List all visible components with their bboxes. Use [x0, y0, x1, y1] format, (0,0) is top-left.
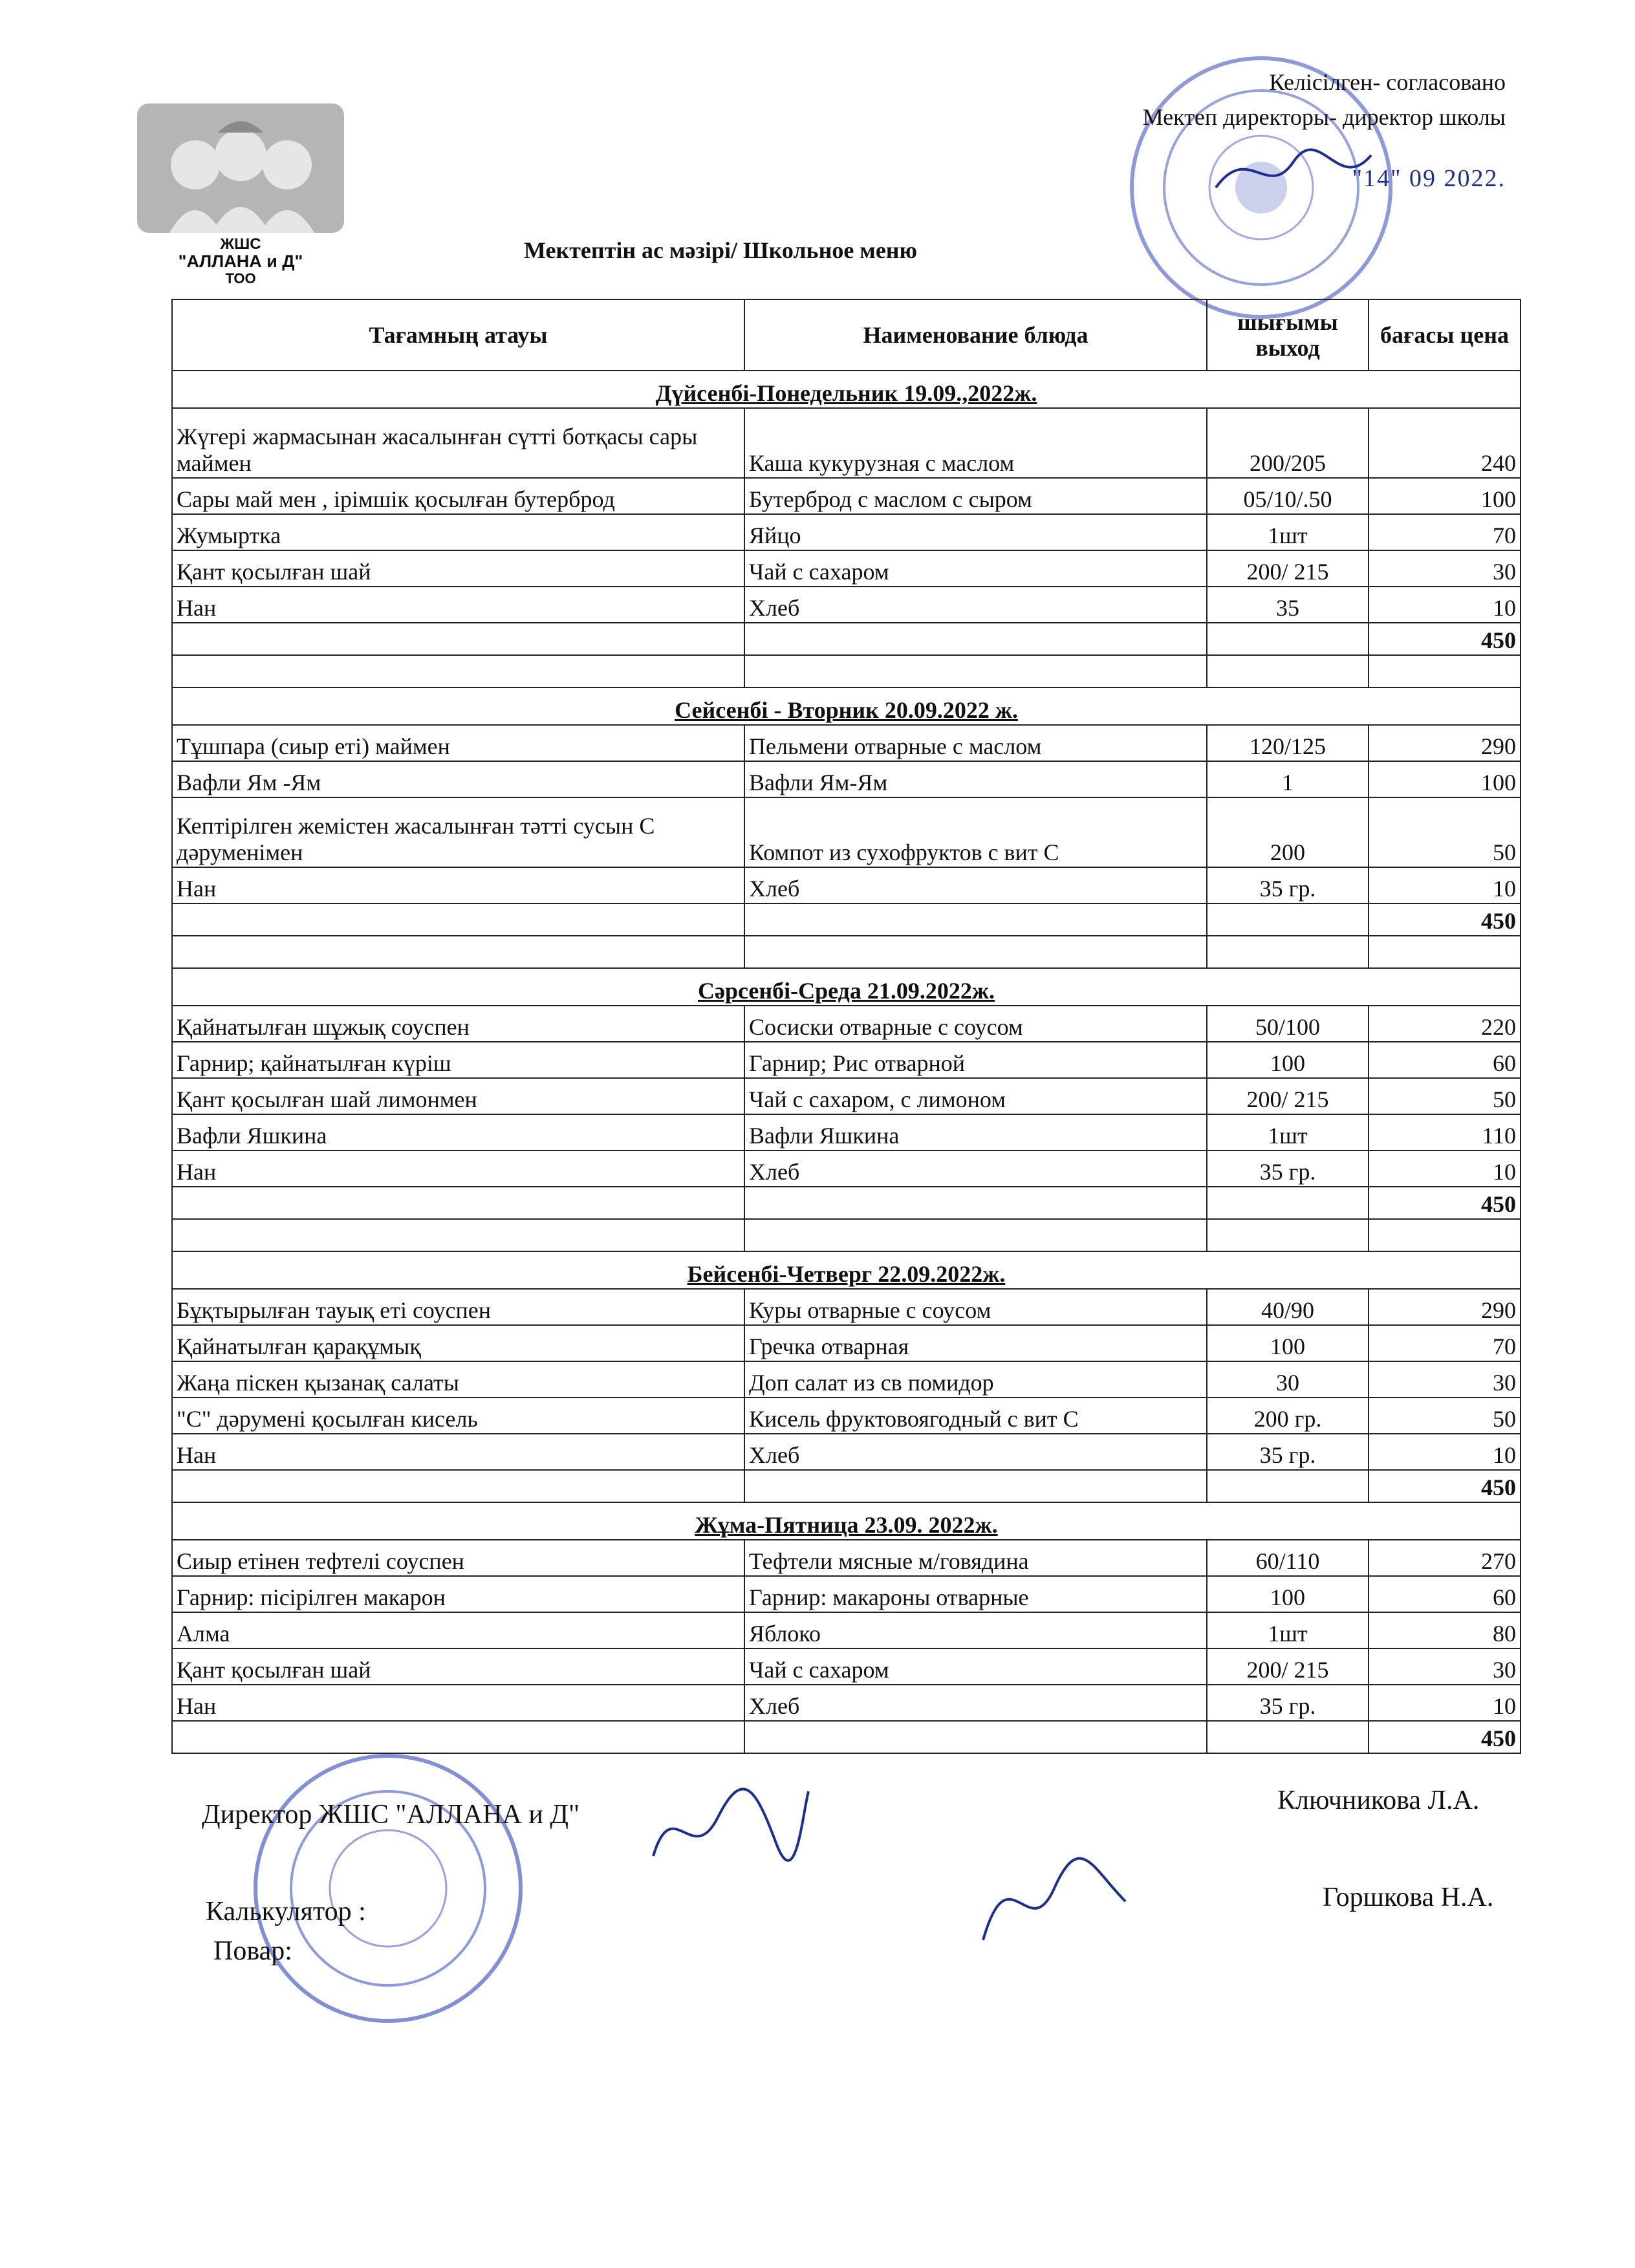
- total-empty-2: [744, 903, 1207, 936]
- dish-output: 05/10/.50: [1207, 478, 1369, 514]
- table-row: [172, 725, 1521, 761]
- dish-name-kz: Жаңа піскен қызанақ салаты: [172, 1361, 744, 1398]
- total-empty-1: [172, 903, 744, 936]
- dish-name-kz: Қайнатылған қарақұмық: [172, 1325, 744, 1361]
- blank-cell: [1207, 655, 1369, 687]
- header-kazakh-name: Тағамның атауы: [172, 299, 744, 371]
- table-row: [172, 478, 1521, 514]
- dish-name-ru: Чай с сахаром: [744, 1648, 1207, 1685]
- dish-name-kz: Жумыртка: [172, 514, 744, 550]
- dish-name-ru: Тефтели мясные м/говядина: [744, 1540, 1207, 1576]
- dish-output: 35 гр.: [1207, 1685, 1369, 1721]
- dish-name-ru: Куры отварные с соусом: [744, 1289, 1207, 1325]
- day-label: Жұма-Пятница 23.09. 2022ж.: [172, 1502, 1521, 1540]
- dish-name-kz: Сары май мен , ірімшік қосылған бутерброд: [172, 478, 744, 514]
- dish-name-kz: Нан: [172, 587, 744, 623]
- dish-output: 30: [1207, 1361, 1369, 1398]
- dish-output: 100: [1207, 1325, 1369, 1361]
- table-row: [172, 1006, 1521, 1042]
- dish-name-kz: Гарнир; қайнатылған күріш: [172, 1042, 744, 1078]
- dish-name-kz: Бұқтырылған тауық еті соуспен: [172, 1289, 744, 1325]
- dish-price: 10: [1369, 587, 1521, 623]
- table-row: [172, 587, 1521, 623]
- dish-name-kz: "С" дәрумені қосылған кисель: [172, 1398, 744, 1434]
- blank-cell: [1369, 1219, 1521, 1251]
- dish-name-ru: Яблоко: [744, 1612, 1207, 1648]
- blank-row: [172, 655, 1521, 687]
- dish-name-ru: Вафли Ям-Ям: [744, 761, 1207, 797]
- dish-name-kz: Нан: [172, 1434, 744, 1470]
- dish-price: 100: [1369, 478, 1521, 514]
- dish-output: 1шт: [1207, 1612, 1369, 1648]
- dish-name-ru: Яйцо: [744, 514, 1207, 550]
- day-header-row: [172, 1502, 1521, 1540]
- dish-name-ru: Компот из сухофруктов с вит С: [744, 797, 1207, 867]
- dish-name-kz: Нан: [172, 867, 744, 903]
- total-empty-2: [744, 1187, 1207, 1219]
- dish-name-ru: Сосиски отварные с соусом: [744, 1006, 1207, 1042]
- total-empty-1: [172, 623, 744, 655]
- day-header-row: [172, 687, 1521, 725]
- dish-output: 100: [1207, 1042, 1369, 1078]
- table-row: [172, 1576, 1521, 1612]
- header-price: бағасы цена: [1369, 299, 1521, 371]
- dish-price: 240: [1369, 408, 1521, 478]
- dish-price: 270: [1369, 1540, 1521, 1576]
- dish-name-kz: Сиыр етінен тефтелі соуспен: [172, 1540, 744, 1576]
- day-total: 450: [1369, 623, 1521, 655]
- total-empty-2: [744, 623, 1207, 655]
- table-row: [172, 797, 1521, 867]
- total-empty-3: [1207, 1721, 1369, 1753]
- dish-price: 10: [1369, 1434, 1521, 1470]
- table-row: [172, 514, 1521, 550]
- director-name: Ключникова Л.А.: [1277, 1786, 1480, 1815]
- director-label: Директор ЖШС "АЛЛАНА и Д": [202, 1800, 580, 1830]
- dish-name-kz: Қант қосылған шай: [172, 1648, 744, 1685]
- table-row: [172, 1648, 1521, 1685]
- dish-name-kz: Кептірілген жемістен жасалынған тәтті сусын С дәруменімен: [172, 797, 744, 867]
- dish-output: 200 гр.: [1207, 1398, 1369, 1434]
- logo-line-3: ТОО: [225, 270, 256, 286]
- day-label: Сәрсенбі-Среда 21.09.2022ж.: [172, 968, 1521, 1006]
- dish-name-kz: Гарнир: пісірілген макарон: [172, 1576, 744, 1612]
- calculator-label: Калькулятор :: [206, 1897, 366, 1927]
- dish-price: 60: [1369, 1042, 1521, 1078]
- dish-name-kz: Нан: [172, 1150, 744, 1187]
- dish-output: 200: [1207, 797, 1369, 867]
- table-row: [172, 1078, 1521, 1114]
- day-total: 450: [1369, 903, 1521, 936]
- dish-price: 100: [1369, 761, 1521, 797]
- dish-name-kz: Қант қосылған шай: [172, 550, 744, 587]
- day-header-row: [172, 1251, 1521, 1289]
- table-row: [172, 1042, 1521, 1078]
- dish-price: 220: [1369, 1006, 1521, 1042]
- dish-price: 290: [1369, 1289, 1521, 1325]
- dish-name-kz: Тұшпара (сиыр еті) маймен: [172, 725, 744, 761]
- logo-line-2: "АЛЛАНА и Д": [178, 252, 303, 272]
- day-label: Бейсенбі-Четверг 22.09.2022ж.: [172, 1251, 1521, 1289]
- table-row: [172, 761, 1521, 797]
- dish-name-kz: Вафли Яшкина: [172, 1114, 744, 1150]
- dish-price: 10: [1369, 1685, 1521, 1721]
- blank-cell: [1207, 936, 1369, 968]
- day-header-row: [172, 371, 1521, 408]
- dish-name-ru: Гречка отварная: [744, 1325, 1207, 1361]
- total-row: [172, 1187, 1521, 1219]
- signature-icon: [970, 1843, 1138, 1953]
- dish-name-kz: Вафли Ям -Ям: [172, 761, 744, 797]
- table-row: [172, 408, 1521, 478]
- total-row: [172, 623, 1521, 655]
- dish-output: 35 гр.: [1207, 1434, 1369, 1470]
- table-row: [172, 1114, 1521, 1150]
- total-row: [172, 903, 1521, 936]
- page-title: Мектептін ас мәзірі/ Школьное меню: [524, 237, 918, 263]
- total-empty-3: [1207, 903, 1369, 936]
- blank-cell: [172, 655, 744, 687]
- total-empty-1: [172, 1187, 744, 1219]
- header-russian-name: Наименование блюда: [744, 299, 1207, 371]
- dish-name-ru: Каша кукурузная с маслом: [744, 408, 1207, 478]
- dish-price: 70: [1369, 1325, 1521, 1361]
- blank-cell: [1369, 655, 1521, 687]
- total-empty-2: [744, 1470, 1207, 1502]
- dish-name-ru: Хлеб: [744, 1685, 1207, 1721]
- dish-name-kz: Қайнатылған шұжық соуспен: [172, 1006, 744, 1042]
- dish-name-ru: Хлеб: [744, 867, 1207, 903]
- blank-cell: [1369, 936, 1521, 968]
- dish-name-ru: Кисель фруктовоягодный с вит С: [744, 1398, 1207, 1434]
- dish-output: 200/ 215: [1207, 550, 1369, 587]
- menu-table-body: [172, 299, 1521, 1753]
- dish-price: 30: [1369, 550, 1521, 587]
- dish-output: 100: [1207, 1576, 1369, 1612]
- table-row: [172, 550, 1521, 587]
- dish-price: 50: [1369, 1078, 1521, 1114]
- dish-name-ru: Гарнир: макароны отварные: [744, 1576, 1207, 1612]
- blank-row: [172, 936, 1521, 968]
- approval-line-1: Келісілген- согласовано: [1269, 69, 1506, 95]
- day-total: 450: [1369, 1721, 1521, 1753]
- dish-price: 50: [1369, 1398, 1521, 1434]
- dish-price: 70: [1369, 514, 1521, 550]
- dish-price: 30: [1369, 1361, 1521, 1398]
- table-row: [172, 867, 1521, 903]
- table-row: [172, 1325, 1521, 1361]
- table-row: [172, 1289, 1521, 1325]
- dish-output: 50/100: [1207, 1006, 1369, 1042]
- company-logo: [137, 103, 344, 285]
- dish-price: 290: [1369, 725, 1521, 761]
- blank-cell: [172, 936, 744, 968]
- total-empty-3: [1207, 1470, 1369, 1502]
- blank-cell: [744, 655, 1207, 687]
- cook-label: Повар:: [213, 1936, 292, 1966]
- table-row: [172, 1361, 1521, 1398]
- dish-output: 35: [1207, 587, 1369, 623]
- dish-output: 35 гр.: [1207, 1150, 1369, 1187]
- dish-output: 200/ 215: [1207, 1648, 1369, 1685]
- table-row: [172, 1685, 1521, 1721]
- table-row: [172, 1434, 1521, 1470]
- dish-name-ru: Чай с сахаром: [744, 550, 1207, 587]
- total-empty-3: [1207, 1187, 1369, 1219]
- approval-block: [924, 65, 1506, 197]
- dish-name-ru: Доп салат из св помидор: [744, 1361, 1207, 1398]
- dish-name-ru: Пельмени отварные с маслом: [744, 725, 1207, 761]
- day-label: Сейсенбі - Вторник 20.09.2022 ж.: [172, 687, 1521, 725]
- blank-cell: [172, 1219, 744, 1251]
- dish-name-ru: Хлеб: [744, 1150, 1207, 1187]
- dish-price: 30: [1369, 1648, 1521, 1685]
- dish-output: 1шт: [1207, 514, 1369, 550]
- dish-price: 80: [1369, 1612, 1521, 1648]
- dish-output: 40/90: [1207, 1289, 1369, 1325]
- day-header-row: [172, 968, 1521, 1006]
- dish-name-kz: Алма: [172, 1612, 744, 1648]
- dish-output: 35 гр.: [1207, 867, 1369, 903]
- dish-output: 200/205: [1207, 408, 1369, 478]
- day-total: 450: [1369, 1187, 1521, 1219]
- table-row: [172, 1150, 1521, 1187]
- day-total: 450: [1369, 1470, 1521, 1502]
- dish-name-ru: Хлеб: [744, 587, 1207, 623]
- dish-price: 110: [1369, 1114, 1521, 1150]
- total-empty-1: [172, 1470, 744, 1502]
- menu-table: [171, 299, 1521, 1754]
- blank-row: [172, 1219, 1521, 1251]
- school-logo-icon: [137, 103, 344, 233]
- logo-line-1: ЖШС: [220, 235, 261, 253]
- dish-price: 10: [1369, 867, 1521, 903]
- dish-name-ru: Хлеб: [744, 1434, 1207, 1470]
- dish-price: 50: [1369, 797, 1521, 867]
- blank-cell: [1207, 1219, 1369, 1251]
- dish-output: 120/125: [1207, 725, 1369, 761]
- table-header-row: [172, 299, 1521, 371]
- dish-price: 10: [1369, 1150, 1521, 1187]
- approval-line-2: Мектеп директоры- директор школы: [1142, 104, 1506, 130]
- table-row: [172, 1398, 1521, 1434]
- total-row: [172, 1470, 1521, 1502]
- dish-name-ru: Бутерброд с маслом с сыром: [744, 478, 1207, 514]
- dish-name-ru: Чай с сахаром, с лимоном: [744, 1078, 1207, 1114]
- table-row: [172, 1612, 1521, 1648]
- header-output: шығымы выход: [1207, 299, 1369, 371]
- total-empty-2: [744, 1721, 1207, 1753]
- dish-name-ru: Гарнир; Рис отварной: [744, 1042, 1207, 1078]
- signature-icon: [647, 1778, 815, 1875]
- dish-output: 1шт: [1207, 1114, 1369, 1150]
- blank-cell: [744, 936, 1207, 968]
- round-stamp-icon: [246, 1746, 530, 2031]
- table-row: [172, 1540, 1521, 1576]
- dish-output: 200/ 215: [1207, 1078, 1369, 1114]
- dish-output: 60/110: [1207, 1540, 1369, 1576]
- dish-output: 1: [1207, 761, 1369, 797]
- dish-name-kz: Қант қосылған шай лимонмен: [172, 1078, 744, 1114]
- dish-name-ru: Вафли Яшкина: [744, 1114, 1207, 1150]
- dish-name-kz: Жүгері жармасынан жасалынған сүтті ботқасы сары маймен: [172, 408, 744, 478]
- dish-price: 60: [1369, 1576, 1521, 1612]
- dish-name-kz: Нан: [172, 1685, 744, 1721]
- approval-date: "14" 09 2022.: [1352, 165, 1506, 192]
- blank-cell: [744, 1219, 1207, 1251]
- total-empty-3: [1207, 623, 1369, 655]
- calculator-name: Горшкова Н.А.: [1323, 1883, 1494, 1912]
- day-label: Дүйсенбі-Понедельник 19.09.,2022ж.: [172, 371, 1521, 408]
